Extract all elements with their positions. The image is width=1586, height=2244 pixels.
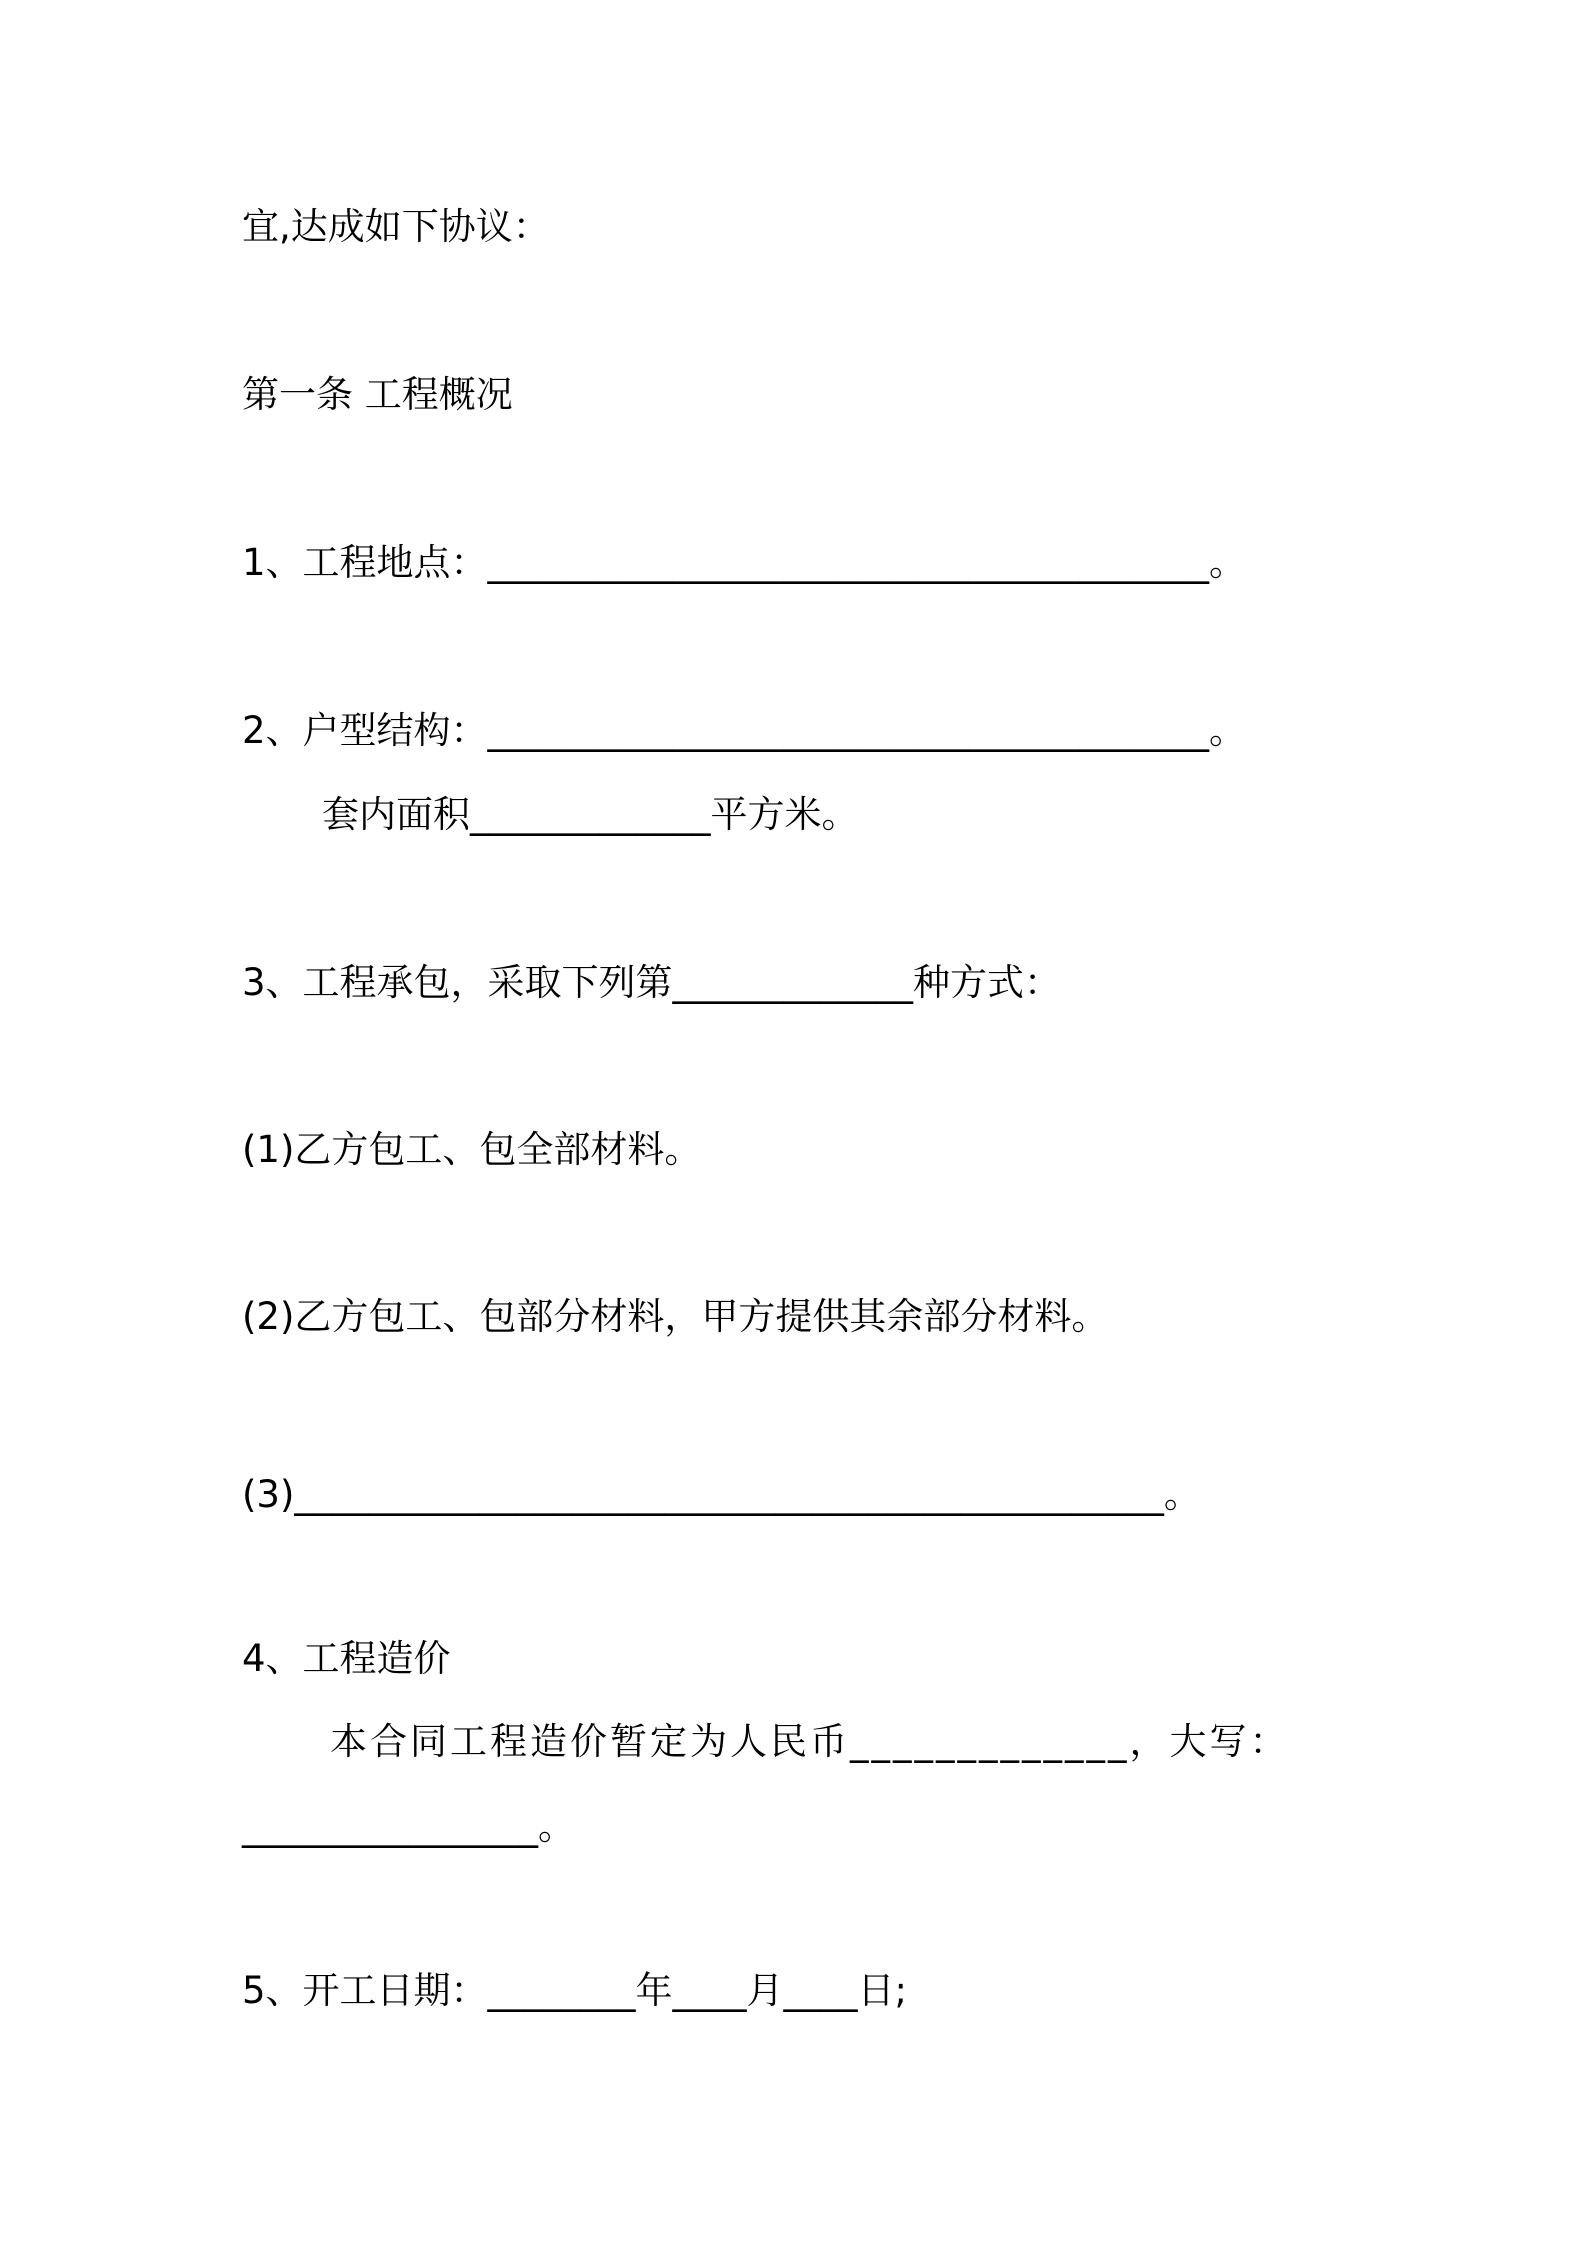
project-cost-uppercase-line: ________________。 (242, 1805, 575, 1848)
intro-line: 宜,达成如下协议： (242, 205, 550, 248)
start-date-line: 5、开工日期：________年____月____日; (242, 1969, 908, 2012)
project-location-line: 1、工程地点：_______________________________________。 (242, 541, 1247, 584)
article-1-heading: 第一条 工程概况 (242, 373, 513, 416)
project-cost-heading: 4、工程造价 (242, 1637, 451, 1680)
project-cost-amount-line: 本合同工程造价暂定为人民币_____________，大写： (330, 1720, 1290, 1763)
option-3-line: (3)_______________________________________________。 (242, 1473, 1201, 1516)
house-structure-line: 2、户型结构：_______________________________________。 (242, 709, 1247, 752)
contract-method-line: 3、工程承包，采取下列第_____________种方式： (242, 961, 1062, 1004)
option-2-line: (2)乙方包工、包部分材料，甲方提供其余部分材料。 (242, 1295, 1109, 1338)
inner-area-line: 套内面积_____________平方米。 (322, 793, 859, 836)
option-1-line: (1)乙方包工、包全部材料。 (242, 1128, 702, 1171)
